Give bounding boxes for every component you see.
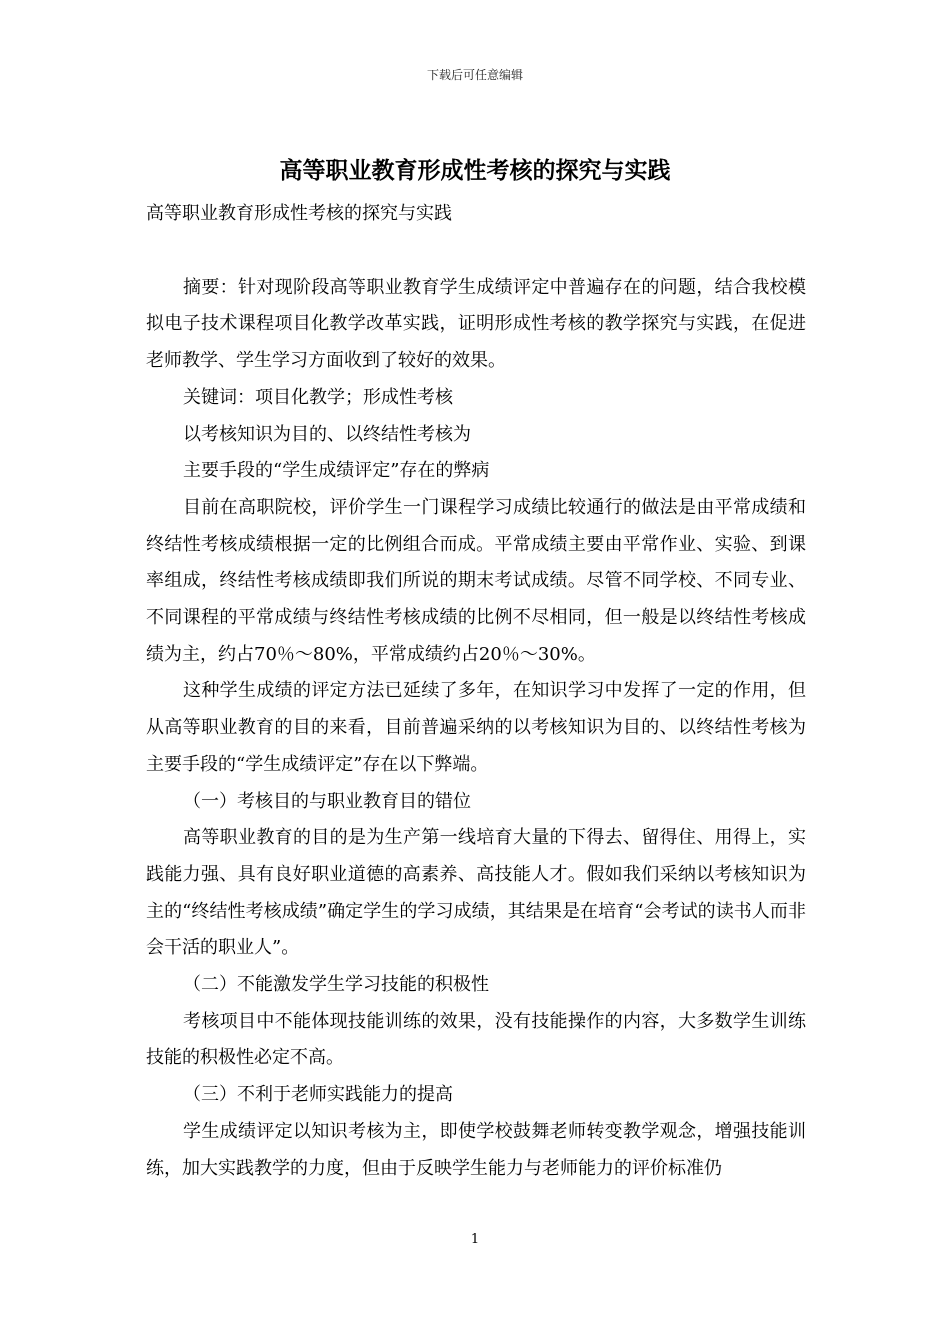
body-paragraph: 高等职业教育的目的是为生产第一线培育大量的下得去、留得住、用得上，实践能力强、具有良好职业道德的高素养、高技能人才。假如我们采纳以考核知识为主的“终结性考核成绩”确定学生的学习成绩，其结果是在培育“会考试的读书人而非会干活的职业人”。 [146,827,806,959]
body-paragraph: 学生成绩评定以知识考核为主，即使学校鼓舞老师转变教学观念，增强技能训练，加大实践教学的力度，但由于反映学生能力与老师能力的评价标准仍 [146,1120,806,1179]
section-heading-line-1: 以考核知识为目的、以终结性考核为 [183,423,471,445]
subsection-heading: （一）考核目的与职业教育目的错位 [183,790,471,812]
document-subtitle: 高等职业教育形成性考核的探究与实践 [146,203,452,224]
blank-line [146,233,806,270]
body-paragraph: 这种学生成绩的评定方法已延续了多年，在知识学习中发挥了一定的作用，但从高等职业教育的目的来看，目前普遍采纳的以考核知识为目的、以终结性考核为主要手段的“学生成绩评定”存在以下弊端。 [146,680,806,775]
section-heading-line-2: 主要手段的“学生成绩评定”存在的弊病 [183,460,490,482]
abstract-paragraph: 摘要：针对现阶段高等职业教育学生成绩评定中普遍存在的问题，结合我校模拟电子技术课程项目化教学改革实践，证明形成性考核的教学探究与实践，在促进老师教学、学生学习方面收到了较好的效果。 [146,276,806,372]
body-paragraph: 考核项目中不能体现技能训练的效果，没有技能操作的内容，大多数学生训练技能的积极性必定不高。 [146,1010,806,1069]
subsection-heading: （二）不能激发学生学习技能的积极性 [183,974,489,996]
subsection-heading: （三）不利于老师实践能力的提高 [183,1084,453,1106]
page-header: 下载后可任意编辑 [426,68,523,82]
page-number: 1 [470,1232,480,1247]
document-title: 高等职业教育形成性考核的探究与实践 [279,157,671,184]
keywords-line: 关键词：项目化教学；形成性考核 [183,386,453,408]
body-paragraph: 目前在高职院校，评价学生一门课程学习成绩比较通行的做法是由平常成绩和终结性考核成绩根据一定的比例组合而成。平常成绩主要由平常作业、实验、到课率组成，终结性考核成绩即我们所说的期末考试成绩。尽管不同学校、不同专业、不同课程的平常成绩与终结性考核成绩的比例不尽相同，但一般是以终结性考核成绩为主，约占70％～80%，平常成绩约占20％～30%。 [146,496,806,665]
document-body [146,196,806,1187]
